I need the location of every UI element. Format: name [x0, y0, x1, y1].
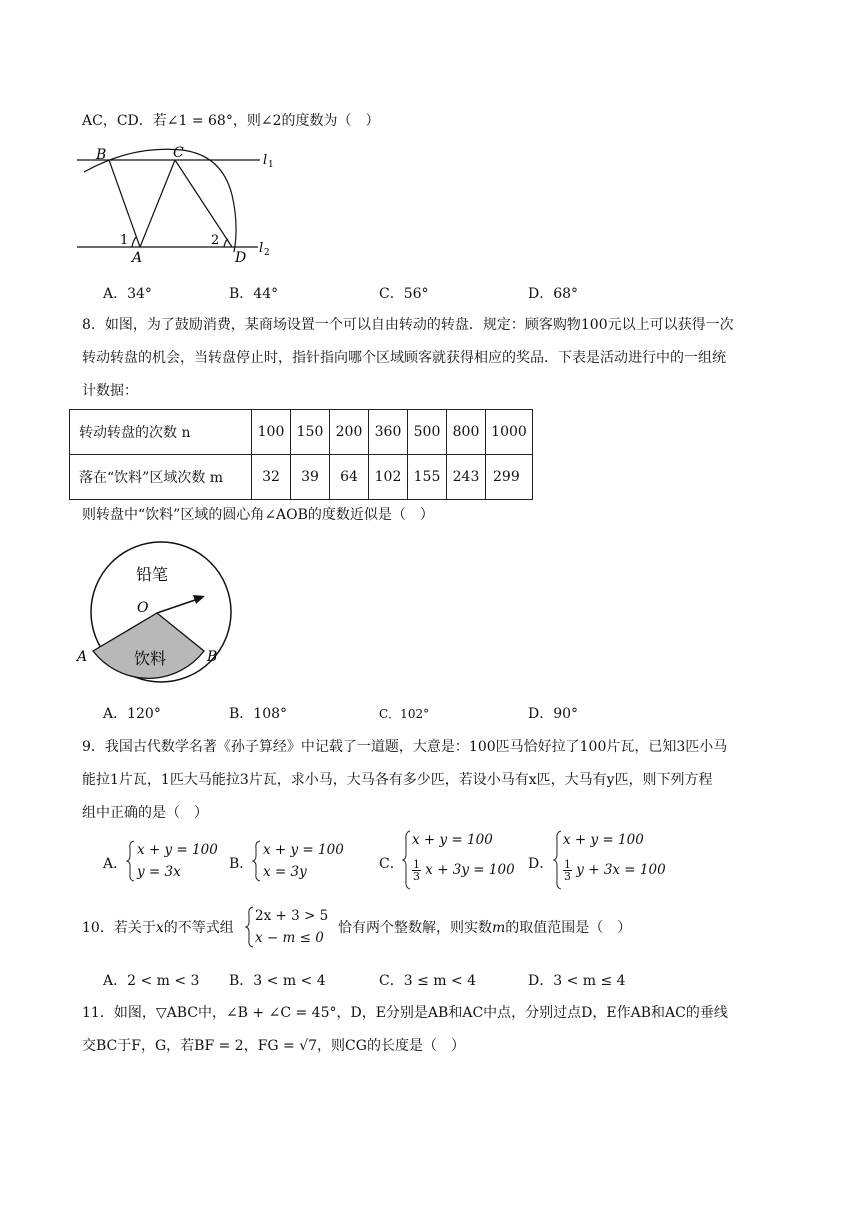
table-cell: 39 [291, 455, 330, 500]
q10-post-2: 的取值范围是（ ） [505, 920, 632, 936]
q8-line-3: 计数据： [82, 383, 138, 399]
option-label: B． [229, 856, 254, 872]
q10-post-1: 恰有两个整数解，则实数 [338, 920, 492, 936]
fraction: $\frac{1}{3}$ [413, 858, 420, 883]
label-a: A [77, 649, 88, 665]
table-cell: 100 [252, 410, 291, 455]
label-l2: l [259, 241, 264, 256]
brace-icon [126, 840, 136, 882]
table-cell: 1000 [486, 410, 533, 455]
option-label: D． [528, 856, 554, 872]
table-cell: 500 [408, 410, 447, 455]
label-l1-sub: 1 [268, 160, 274, 170]
brace-icon [252, 840, 262, 882]
equation-1: x + y = 100 [412, 832, 493, 848]
q8-spinner-figure [72, 540, 252, 690]
option-label: A． [103, 856, 128, 872]
q10-mid: 的不等式组 [163, 920, 234, 936]
brace-icon [402, 830, 412, 890]
q9-line-1: 9．我国古代数学名著《孙子算经》中记载了一道题，大意是：100匹马恰好拉了100片瓦，已知3匹小马 [82, 739, 728, 755]
table-cell: 150 [291, 410, 330, 455]
q9-line-2: 能拉1片瓦，1匹大马能拉3片瓦，求小马，大马各有多少匹，若设小马有x匹，大马有y匹，则下列方程 [82, 772, 713, 788]
row-label-drink: 落在“饮料”区域次数 m [70, 455, 252, 500]
table-cell: 32 [252, 455, 291, 500]
table-cell: 360 [369, 410, 408, 455]
q7-option-c[interactable]: C．56° [379, 286, 429, 302]
equation-2: $\frac{1}{3}$ y + 3x = 100 [564, 858, 666, 883]
q7-option-b[interactable]: B．44° [229, 286, 279, 302]
q7-figure [72, 140, 282, 268]
row-label-spins: 转动转盘的次数 n [70, 410, 252, 455]
equation-2: x = 3y [263, 864, 307, 880]
q8-question: 则转盘中“饮料”区域的圆心角∠AOB的度数近似是（ ） [82, 507, 434, 523]
label-d: D [235, 250, 247, 266]
q7-option-d[interactable]: D．68° [528, 286, 579, 302]
q8-option-a[interactable]: A．120° [103, 706, 161, 722]
label-pencil: 铅笔 [136, 567, 169, 584]
label-a: A [132, 250, 143, 266]
q10-inequality-2: x − m ≤ 0 [255, 930, 324, 946]
q8-option-c[interactable]: C．102° [379, 707, 430, 721]
q10-pre: 10．若关于 [82, 920, 156, 936]
brace-icon [245, 906, 255, 948]
equation-2: y = 3x [137, 864, 181, 880]
segment-ac [140, 160, 175, 247]
q8-line-2: 转动转盘的机会，当转盘停止时，指针指向哪个区域顾客就获得相应的奖品．下表是活动进行中的一组统 [82, 350, 726, 366]
q10-option-a[interactable]: A．2 < m < 3 [103, 973, 200, 989]
label-angle-1: 1 [120, 233, 129, 248]
brace-icon [553, 830, 563, 890]
q10-option-d[interactable]: D．3 < m ≤ 4 [528, 973, 626, 989]
label-b: B [96, 147, 107, 163]
q8-stats-table [69, 409, 533, 500]
equation-1: x + y = 100 [563, 832, 644, 848]
label-l1: l [263, 153, 268, 168]
q10-inequality-1: 2x + 3 > 5 [255, 908, 329, 924]
table-cell: 800 [447, 410, 486, 455]
equation-1: x + y = 100 [263, 842, 344, 858]
table-row [70, 410, 533, 455]
q7-option-a[interactable]: A．34° [103, 286, 152, 302]
label-o: O [137, 600, 149, 616]
q11-line-2: 交BC于F，G，若BF = 2，FG = √7，则CG的长度是（ ） [82, 1038, 465, 1054]
table-cell: 243 [447, 455, 486, 500]
label-l2-sub: 2 [264, 248, 270, 258]
table-row [70, 455, 533, 500]
q10-option-b[interactable]: B．3 < m < 4 [229, 973, 326, 989]
q8-option-d[interactable]: D．90° [528, 706, 579, 722]
label-drink: 饮料 [134, 651, 167, 668]
label-c: C [173, 145, 184, 161]
q8-option-b[interactable]: B．108° [229, 706, 288, 722]
equation-1: x + y = 100 [137, 842, 218, 858]
option-label: C． [379, 856, 404, 872]
q9-line-3: 组中正确的是（ ） [82, 805, 208, 821]
q7-stem-tail: AC，CD．若∠1 = 68°，则∠2的度数为（ ） [82, 113, 380, 129]
table-cell: 64 [330, 455, 369, 500]
q8-line-1: 8．如图，为了鼓励消费，某商场设置一个可以自由转动的转盘．规定：顾客购物100元以上可以获得一次 [82, 317, 734, 333]
q11-line-1: 11．如图，▽ABC中，∠B + ∠C = 45°，D，E分别是AB和AC中点，分别过点D，E作AB和AC的垂线 [82, 1005, 728, 1021]
table-cell: 299 [486, 455, 533, 500]
label-angle-2: 2 [211, 233, 220, 248]
segment-cd [175, 160, 232, 247]
equation-2: $\frac{1}{3}$ x + 3y = 100 [413, 858, 515, 883]
table-cell: 102 [369, 455, 408, 500]
fraction: $\frac{1}{3}$ [564, 858, 571, 883]
q10-var-x: x [155, 920, 164, 936]
q10-var-m: m [492, 920, 506, 936]
table-cell: 155 [408, 455, 447, 500]
table-cell: 200 [330, 410, 369, 455]
q10-option-c[interactable]: C．3 ≤ m < 4 [379, 973, 477, 989]
label-b: B [207, 649, 218, 665]
